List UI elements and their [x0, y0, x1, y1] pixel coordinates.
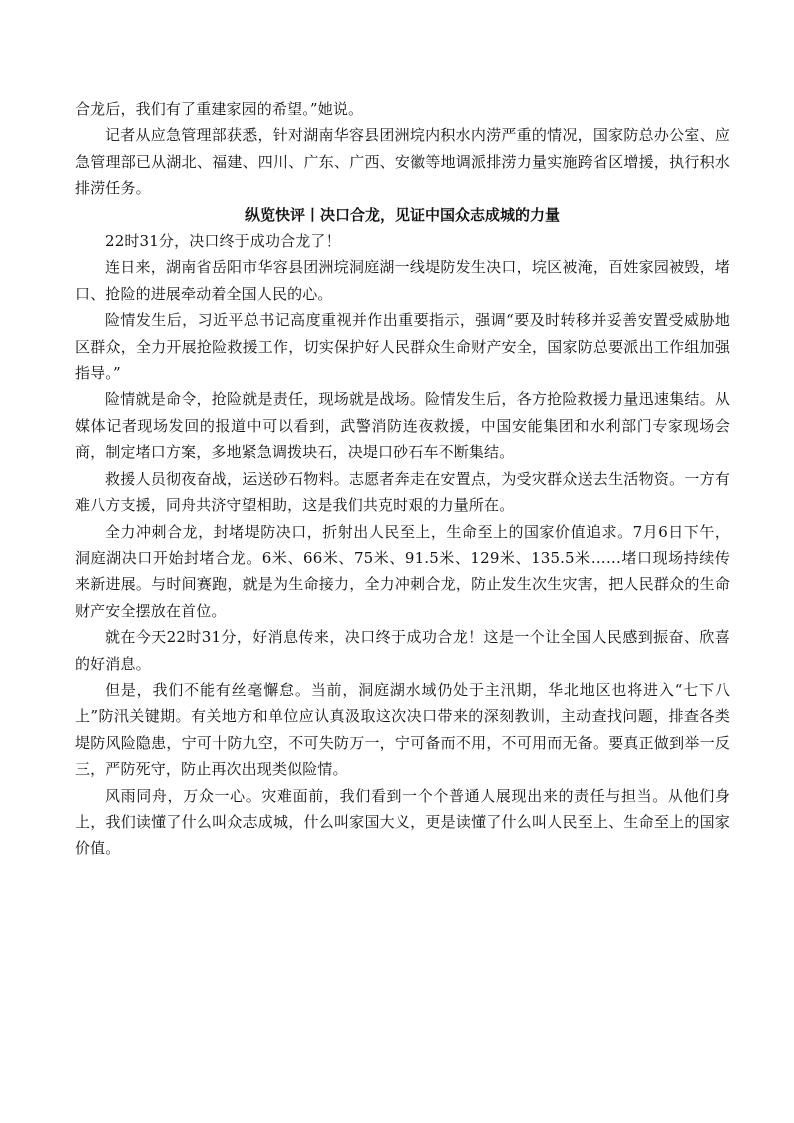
paragraph-9: 风雨同舟，万众一心。灾难面前，我们看到一个个普通人展现出来的责任与担当。从他们身上，我们读懂了什么叫众志成城，什么叫家国大义，更是读懂了什么叫人民至上、生命至上的国家价值。: [75, 786, 730, 858]
paragraph-6: 全力冲刺合龙，封堵堤防决口，折射出人民至上，生命至上的国家价值追求。7月6日下午，洞庭湖决口开始封堵合龙。6米、66米、75米、91.5米、129米、135.5米……堵口现场持续传来新进展。与时间赛跑，就是为生命接力，全力冲刺合龙，防止发生次生灾害，把人民群众的生命财产安全摆放在首位。: [75, 522, 730, 620]
paragraph-continuation: 合龙后，我们有了重建家园的希望。”她说。: [75, 100, 364, 118]
document-page: [75, 96, 730, 862]
paragraph-2: 连日来，湖南省岳阳市华容县团洲垸洞庭湖一线堤防发生决口，垸区被淹，百姓家园被毁，堵口、抢险的进展牵动着全国人民的心。: [75, 258, 730, 303]
paragraph-reporter-note: 记者从应急管理部获悉，针对湖南华容县团洲垸内积水内涝严重的情况，国家防总办公室、应急管理部已从湖北、福建、四川、广东、广西、安徽等地调派排涝力量实施跨省区增援，执行积水排涝任务。: [75, 126, 730, 198]
paragraph-5: 救援人员彻夜奋战，运送砂石物料。志愿者奔走在安置点，为受灾群众送去生活物资。一方有难八方支援，同舟共济守望相助，这是我们共克时艰的力量所在。: [75, 469, 730, 515]
paragraph-3: 险情发生后，习近平总书记高度重视并作出重要指示，强调“要及时转移并妥善安置受威胁地区群众，全力开展抢险救援工作，切实保护好人民群众生命财产安全，国家防总要派出工作组加强指导。”: [75, 311, 730, 383]
paragraph-1: 22时31分，决口终于成功合龙了！: [105, 232, 341, 251]
section-title: 纵览快评丨决口合龙，见证中国众志成城的力量: [244, 205, 560, 224]
paragraph-7: 就在今天22时31分，好消息传来，决口终于成功合龙！这是一个让全国人民感到振奋、欣喜的好消息。: [75, 628, 730, 673]
paragraph-8: 但是，我们不能有丝毫懈怠。当前，洞庭湖水域仍处于主汛期，华北地区也将进入“七下八上”防汛关键期。有关地方和单位应认真汲取这次决口带来的深刻教训，主动查找问题，排查各类堤防风险隐患，宁可十防九空，不可失防万一，宁可备而不用，不可用而无备。要真正做到举一反三，严防死守，防止再次出现类似险情。: [75, 680, 730, 779]
paragraph-4: 险情就是命令，抢险就是责任，现场就是战场。险情发生后，各方抢险救援力量迅速集结。从媒体记者现场发回的报道中可以看到，武警消防连夜救援，中国安能集团和水利部门专家现场会商，制定堵口方案，多地紧急调拨块石，决堤口砂石车不断集结。: [75, 390, 730, 462]
